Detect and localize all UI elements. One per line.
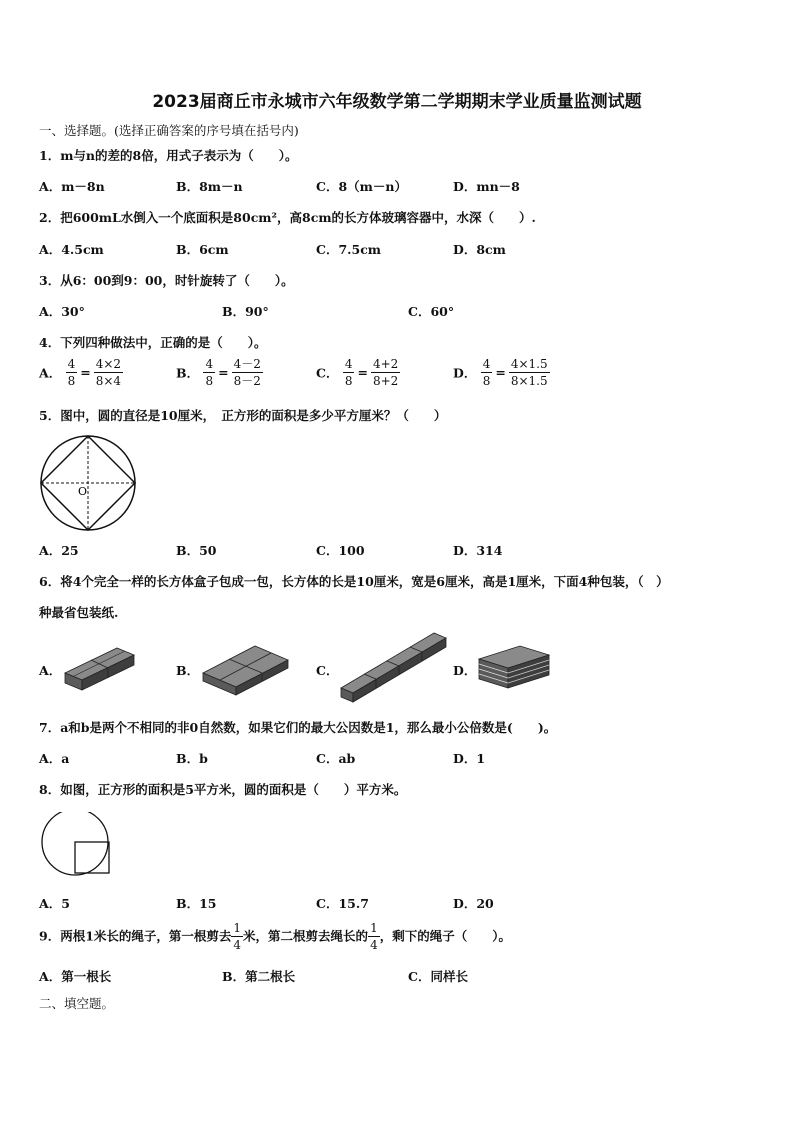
q1-option-d[interactable]: D．mn－8 [453, 179, 520, 194]
q7-option-b[interactable]: B．b [176, 751, 208, 766]
q4-b-label: B． [176, 365, 200, 381]
section-1-heading: 一、选择题。(选择正确答案的序号填在括号内) [39, 123, 299, 138]
fraction: $\frac{4\times 2}{8\times 4}$ [95, 357, 122, 388]
fraction: $\frac{4}{8}$ [67, 357, 76, 388]
package-b-figure [200, 638, 292, 696]
q9-text-c: ，剩下的绳子（ ）。 [379, 928, 511, 944]
q8-option-b[interactable]: B．15 [176, 896, 217, 911]
fraction: $\frac{4-2}{8-2}$ [233, 357, 261, 388]
q2-option-b[interactable]: B．6cm [176, 242, 229, 257]
equals-sign: = [80, 365, 91, 380]
q1-option-c[interactable]: C．8（m－n） [316, 179, 407, 194]
q6-option-d[interactable]: D． [453, 663, 477, 678]
question-6-line-2: 种最省包装纸. [39, 605, 119, 620]
q3-option-c[interactable]: C．60° [408, 304, 455, 319]
question-8: 8．如图，正方形的面积是5平方米，圆的面积是（ ）平方米。 [39, 782, 407, 797]
q8-option-c[interactable]: C．15.7 [316, 896, 369, 911]
question-4: 4．下列四种做法中，正确的是（ ）。 [39, 335, 267, 350]
q8-option-d[interactable]: D．20 [453, 896, 494, 911]
q6-option-a[interactable]: A． [39, 663, 62, 678]
section-2-heading: 二、填空题。 [39, 996, 115, 1011]
q2-option-c[interactable]: C．7.5cm [316, 242, 382, 257]
q4-option-c[interactable] [316, 358, 400, 387]
question-2: 2．把600mL水倒入一个底面积是80cm²，高8cm的长方体玻璃容器中，水深（ ）. [39, 210, 536, 225]
q4-option-d[interactable] [453, 358, 550, 387]
q9-text-b: 米，第二根剪去绳长的 [243, 928, 369, 944]
q2-option-a[interactable]: A．4.5cm [39, 242, 104, 257]
q8-option-a[interactable]: A．5 [39, 896, 70, 911]
fraction-one-quarter: $\frac{1}{4}$ [233, 921, 242, 952]
q6-option-c[interactable]: C． [316, 663, 339, 678]
question-6-line-1: 6．将4个完全一样的长方体盒子包成一包，长方体的长是10厘米，宽是6厘米，高是1厘米，下面4种包装，（ ） [39, 574, 669, 589]
equals-sign: = [357, 365, 368, 380]
q3-option-b[interactable]: B．90° [222, 304, 269, 319]
circle-square-q8-figure [40, 812, 114, 876]
q4-d-label: D． [453, 365, 477, 381]
q5-option-c[interactable]: C．100 [316, 543, 365, 558]
circle-square-figure [38, 433, 138, 533]
q5-option-b[interactable]: B．50 [176, 543, 217, 558]
q4-option-a[interactable] [39, 358, 123, 387]
page-title: 2023届商丘市永城市六年级数学第二学期期末学业质量监测试题 [152, 92, 642, 112]
question-1: 1．m与n的差的8倍，用式子表示为（ ）。 [39, 148, 298, 163]
q5-option-d[interactable]: D．314 [453, 543, 503, 558]
fraction: $\frac{4}{8}$ [482, 357, 491, 388]
q9-option-b[interactable]: B．第二根长 [222, 969, 296, 984]
fraction: $\frac{4}{8}$ [205, 357, 214, 388]
q7-option-d[interactable]: D．1 [453, 751, 486, 766]
package-d-figure [476, 641, 552, 691]
fraction: $\frac{4\times 1.5}{8\times 1.5}$ [510, 357, 548, 388]
q9-option-a[interactable]: A．第一根长 [39, 969, 112, 984]
center-label: O [78, 485, 88, 498]
q4-option-b[interactable] [176, 358, 263, 387]
q7-option-a[interactable]: A．a [39, 751, 70, 766]
q1-option-b[interactable]: B．8m－n [176, 179, 243, 194]
q3-option-a[interactable]: A．30° [39, 304, 85, 319]
package-c-figure [338, 628, 450, 704]
q1-option-a[interactable]: A．m－8n [39, 179, 105, 194]
package-a-figure [62, 638, 137, 693]
q7-option-c[interactable]: C．ab [316, 751, 356, 766]
q4-a-label: A． [39, 365, 62, 381]
question-9 [39, 922, 511, 951]
fraction-one-quarter: $\frac{1}{4}$ [370, 921, 378, 952]
q4-c-label: C． [316, 365, 339, 381]
question-7: 7．a和b是两个不相同的非0自然数，如果它们的最大公因数是1，那么最小公倍数是( )。 [39, 720, 557, 735]
equals-sign: = [218, 365, 229, 380]
fraction: $\frac{4}{8}$ [344, 357, 353, 388]
q9-option-c[interactable]: C．同样长 [408, 969, 468, 984]
q2-option-d[interactable]: D．8cm [453, 242, 506, 257]
question-5: 5．图中，圆的直径是10厘米， 正方形的面积是多少平方厘米？（ ） [39, 408, 447, 423]
question-3: 3．从6：00到9：00，时针旋转了（ ）。 [39, 273, 294, 288]
q5-option-a[interactable]: A．25 [39, 543, 79, 558]
q6-option-b[interactable]: B． [176, 663, 200, 678]
fraction: $\frac{4+2}{8+2}$ [372, 357, 399, 388]
equals-sign: = [495, 365, 506, 380]
q9-text-a: 9．两根1米长的绳子，第一根剪去 [39, 928, 232, 944]
